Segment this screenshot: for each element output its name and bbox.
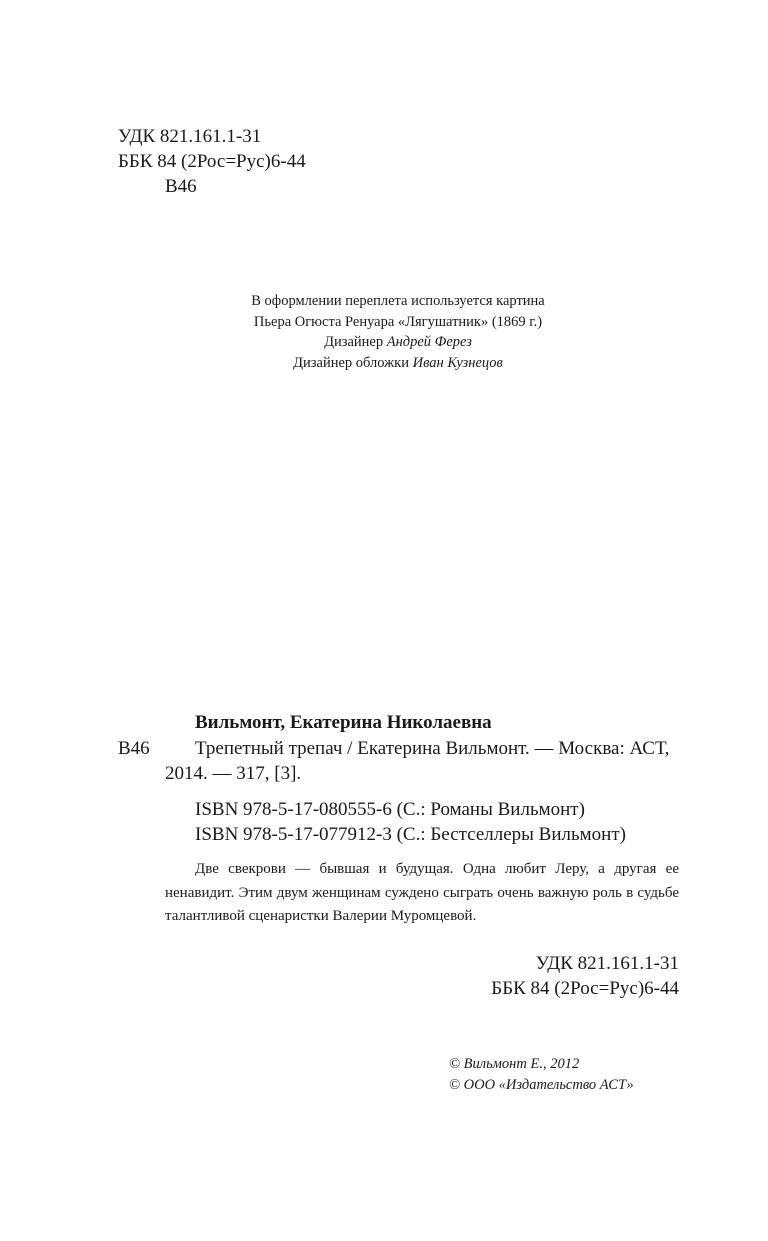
bbk-code-bottom: ББК 84 (2Рос=Рус)6-44 [491, 978, 679, 999]
cover-art-note: В оформлении переплета используется картина [251, 293, 545, 309]
copyright-publisher: © ООО «Издательство АСТ» [449, 1076, 634, 1093]
isbn-1: ISBN 978-5-17-080555-6 (С.: Романы Вильмонт) [195, 799, 585, 820]
annotation-text: Две свекрови — бывшая и будущая. Одна любит Леру, а другая ее ненавидит. Этим двум женщинам суждено сыграть очень важную роль в судьбе талантливой сценаристки Валерии Муромцевой. [165, 861, 679, 924]
udk-code: УДК 821.161.1-31 [118, 126, 262, 147]
designer-credit [0, 332, 768, 353]
designer-label: Дизайнер [324, 334, 387, 350]
bottom-classification-block [491, 951, 679, 1001]
copyright-author: © Вильмонт Е., 2012 [449, 1056, 580, 1072]
credits-block [0, 291, 768, 373]
isbn-block [195, 797, 626, 847]
copyright-block [449, 1054, 634, 1095]
cover-art-source: Пьера Огюста Ренуара «Лягушатник» (1869 г.) [253, 313, 543, 330]
isbn-2: ISBN 978-5-17-077912-3 (С.: Бестселлеры Вильмонт) [195, 824, 626, 845]
bbk-code: ББК 84 (2Рос=Рус)6-44 [118, 151, 306, 172]
author-heading: Вильмонт, Екатерина Николаевна [195, 712, 492, 733]
cover-designer-name: Иван Кузнецов [412, 354, 503, 371]
author-mark: В46 [165, 176, 197, 197]
title-statement: Трепетный трепач / Екатерина Вильмонт. — Москва: АСТ, [195, 738, 670, 759]
cover-designer-credit [0, 353, 768, 374]
author-mark-entry: В46 [118, 738, 150, 759]
top-classification-block [118, 124, 306, 199]
designer-name: Андрей Ферез [386, 334, 472, 350]
udk-code-bottom: УДК 821.161.1-31 [535, 953, 679, 974]
cover-designer-label: Дизайнер обложки [293, 354, 413, 371]
publication-year: 2014. — 317, [3]. [165, 763, 302, 784]
annotation [165, 858, 679, 929]
